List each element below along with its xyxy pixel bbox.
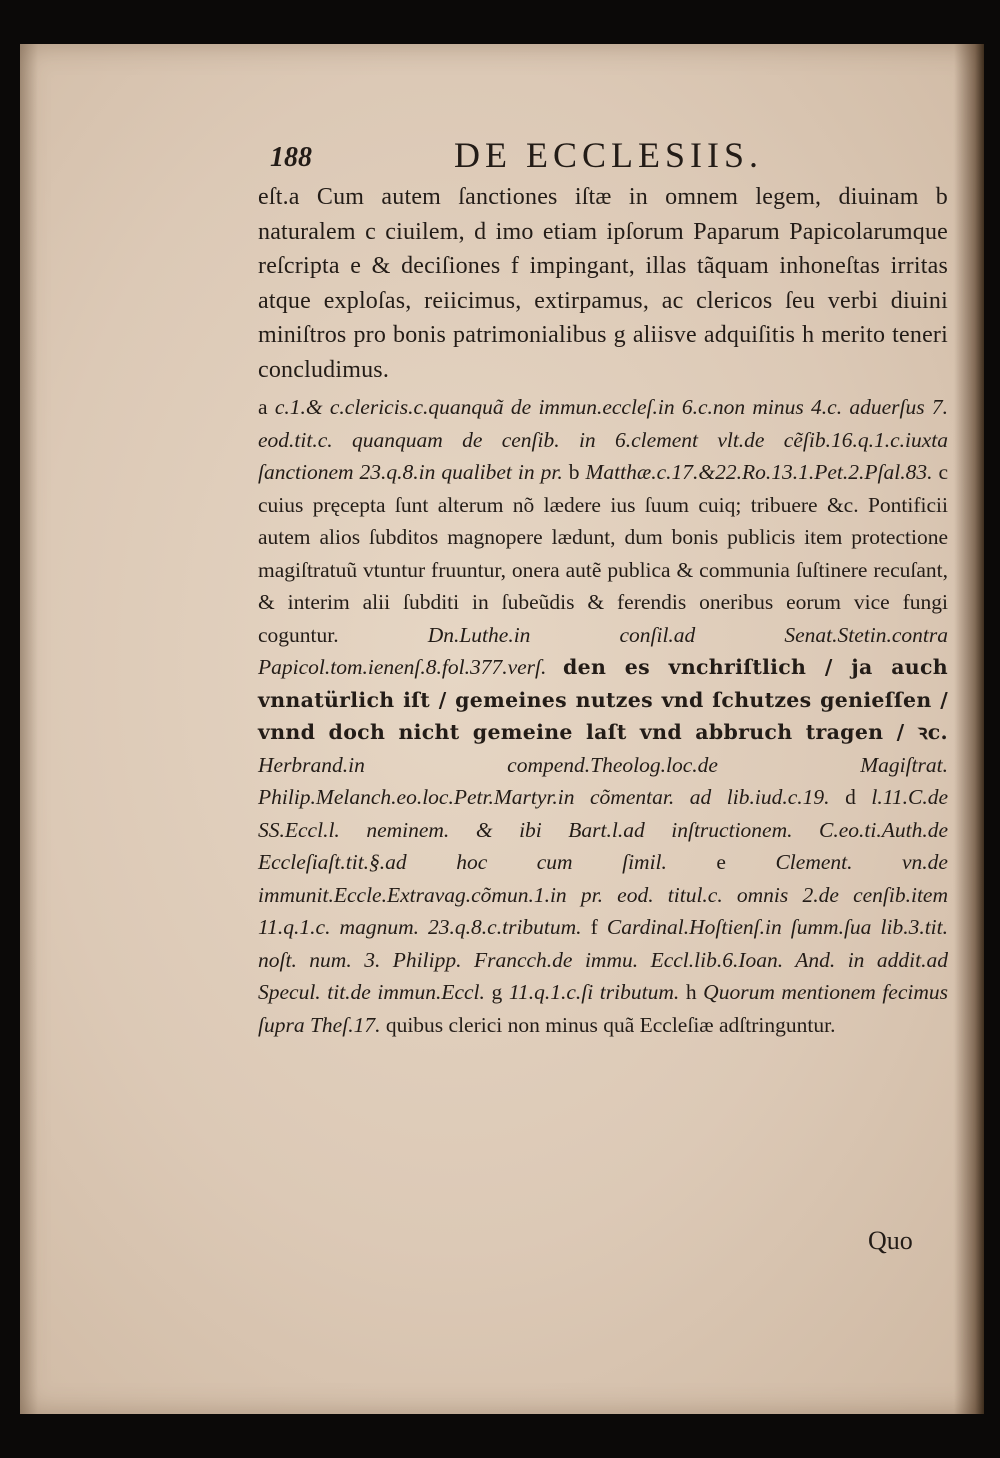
note-citation: Dn.Luthe.in conſil.ad Senat.Stetin.contra Papicol.tom.ienenſ.8.fol.377.verſ.	[258, 622, 948, 679]
main-paragraph: eſt.a Cum autem ſanctiones iſtæ in omnem legem, diuinam b naturalem c ciuilem, d imo etiam ipſorum Paparum Papicolarumque reſcripta e & deciſiones f impingant, illas tãquam inhoneſtas irritas atque exploſas, reiicimus, extirpamus, ac clericos ſeu verbi diuini miniſtros pro bonis patrimonialibus g aliisve adquiſitis h merito teneri concludimus.	[258, 184, 948, 383]
german-quotation: den es vnchriſtlich / ja auch vnnatürlich iſt / gemeines nutzes vnd ſchutzes genieſſen / vnnd doch nicht gemeine laſt vnd abbruch tragen / ꝛc.	[258, 655, 949, 744]
binding-gutter	[954, 44, 984, 1414]
footnotes	[258, 391, 948, 1041]
running-head	[258, 134, 948, 180]
paper-page	[20, 44, 984, 1414]
note-marker-f: f	[590, 915, 607, 939]
note-text-c: c cuius pręcepta ſunt alterum nõ lædere ius ſuum cuiq; tribuere &c. Pontificii autem alios ſubditos magnopere lædunt, dum bonis publicis item protectione magiſtratuũ vtuntur fruuntur, onera autẽ publica & communia ſuſtinere recuſant, & interim alii ſubditi in ſubeũdis & ferendis oneribus eorum vice fungi coguntur.	[258, 460, 949, 647]
note-marker-d: d	[845, 785, 872, 809]
note-citation: l.11.C.de SS.Eccl.l. neminem. & ibi Bart.l.ad inſtructionem. C.eo.ti.Auth.de Eccleſiaſt.tit.§.ad hoc cum ſimil.	[258, 785, 948, 874]
catchword: Quo	[868, 1226, 913, 1255]
note-marker-a: a	[258, 395, 275, 419]
note-citation: Herbrand.in compend.Theolog.loc.de Magiſtrat. Philip.Melanch.eo.loc.Petr.Martyr.in cõmentar. ad lib.iud.c.19.	[258, 752, 948, 809]
note-citation: 11.q.1.c.ſi tributum.	[508, 980, 686, 1004]
note-closing-text: quibus clerici non minus quã Eccleſiæ adſtringuntur.	[385, 1012, 836, 1037]
note-marker-g: g	[491, 980, 509, 1004]
page-left-edge	[20, 44, 38, 1414]
note-marker-h: h	[685, 980, 704, 1004]
note-citation: Quorum mentionem fecimus ſupra Theſ.17.	[258, 980, 949, 1037]
running-head-title: DE ECCLESIIS.	[454, 135, 764, 175]
note-marker-e: e	[716, 850, 776, 874]
note-citation: c.1.& c.clericis.c.quanquã de immun.eccleſ.in 6.c.non minus 4.c. aduerſus 7. eod.tit.c. quanquam de cenſib. in 6.clement vlt.de cẽſib.16.q.1.c.iuxta ſanctionem 23.q.8.in qualibet in pr.	[258, 395, 949, 484]
text-block	[258, 134, 949, 1255]
note-citation: Matthæ.c.17.&22.Ro.13.1.Pet.2.Pſal.83.	[585, 460, 939, 484]
note-citation: Cardinal.Hoſtienſ.in ſumm.ſua lib.3.tit. noſt. num. 3. Philipp. Francch.de immu. Eccl.lib.6.Ioan. And. in addit.ad Specul. tit.de immun.Eccl.	[258, 915, 948, 1004]
note-marker-b: b	[568, 460, 586, 484]
note-citation: Clement. vn.de immunit.Eccle.Extravag.cõmun.1.in pr. eod. titul.c. omnis 2.de cenſib.item 11.q.1.c. magnum. 23.q.8.c.tributum.	[258, 850, 948, 939]
page-number: 188	[270, 142, 312, 173]
